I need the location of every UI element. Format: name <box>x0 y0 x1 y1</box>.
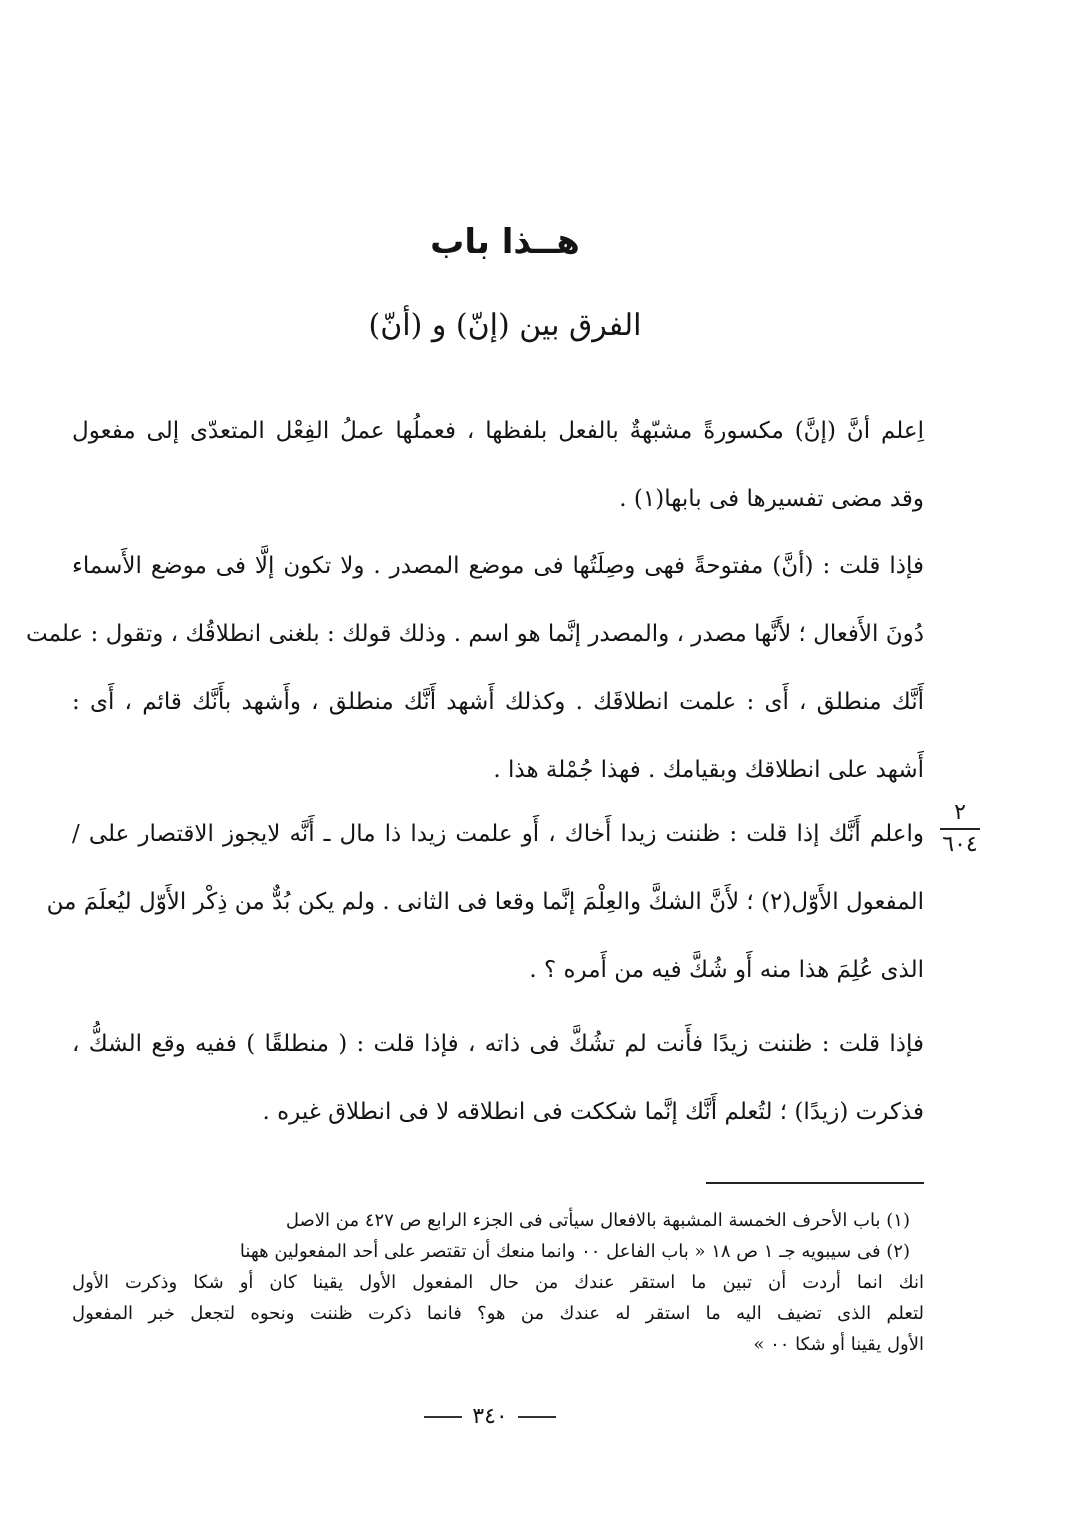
chapter-subtitle: الفرق بين (إنّ) و (أنّ) <box>368 308 642 343</box>
paragraph-4 <box>72 1010 924 1146</box>
margin-volume-number: ٢ <box>940 800 980 830</box>
text-line: فذكرت (زيدًا) ؛ لتُعلم أَنَّك إنَّما شككت فى انطلاقه لا فى انطلاق غيره . <box>262 1099 924 1125</box>
paragraph-2 <box>26 532 924 804</box>
footnote-line: الأول يقينا أو شكا ٠٠ » <box>753 1334 924 1355</box>
text-line: فإذا قلت : ظننت زيدًا فأَنت لم تشُكَّ فى ذاته ، فإذا قلت : ( منطلقًا ) ففيه وقع الشكُّ ، <box>72 1031 924 1057</box>
paragraph-3 <box>46 800 924 1004</box>
footnote-line: (٢) فى سيبويه جـ ١ ص ١٨ « باب الفاعل ٠٠ وانما منعك أن تقتصر على أحد المفعولين ههنا <box>239 1241 910 1262</box>
footnote-line: انك انما أردت أن تبين ما استقر عندك من حال المفعول الأول يقينا كان أو شكا وذكرت الأول <box>72 1272 924 1293</box>
margin-page-reference <box>940 800 980 858</box>
text-line: واعلم أَنَّك إذا قلت : ظننت زيدا أَخاك ، أَو علمت زيدا ذا مال ـ أَنَّه لايجوز الاقتصار على / <box>72 821 924 847</box>
text-line: وقد مضى تفسيرها فى بابها(١) . <box>619 486 924 512</box>
text-line: دُونَ الأَفعال ؛ لأَنَّها مصدر ، والمصدر إنَّما هو اسم . وذلك قولك : بلغنى انطلاقُك ، وتقول : علمت <box>26 621 924 647</box>
footnote-divider <box>706 1182 924 1184</box>
text-line: فإذا قلت : (أنَّ) مفتوحةً فهى وصِلَتُها فى موضع المصدر . ولا تكون إلَّا فى موضع الأَسماء <box>72 553 924 579</box>
text-line: الذى عُلِمَ هذا منه أَو شُكَّ فيه من أَمره ؟ . <box>529 957 924 983</box>
page-number: ٣٤٠ <box>472 1404 508 1429</box>
page-number-footer <box>0 1402 980 1432</box>
text-line: أَشهد على انطلاقك وبقيامك . فهذا جُمْلة هذا . <box>493 757 924 783</box>
footnote-line: (١) باب الأحرف الخمسة المشبهة بالافعال سيأتى فى الجزء الرابع ص ٤٢٧ من الاصل <box>285 1210 910 1231</box>
page-number-dash <box>424 1416 462 1418</box>
text-line: المفعول الأَوّل(٢) ؛ لأَنَّ الشكَّ والعِلْمَ إنَّما وقعا فى الثانى . ولم يكن بُدٌّ من ذِكْر الأَوّل ليُعلَمَ من <box>46 889 924 915</box>
text-line: اِعلم أنَّ (إنَّ) مكسورةً مشبّهةٌ بالفعل بلفظها ، فعملُها عملُ الفِعْل المتعدّى إلى مفعول <box>72 418 924 444</box>
paragraph-1 <box>72 397 924 533</box>
page-number-dash <box>518 1416 556 1418</box>
margin-page-number: ٦٠٤ <box>942 832 978 857</box>
footnotes <box>72 1205 924 1360</box>
footnote-line: لتعلم الذى تضيف اليه ما استقر له عندك من هو؟ فانما ذكرت ظننت ونحوه لتجعل خبر المفعول <box>72 1303 924 1324</box>
text-line: أَنَّك منطلق ، أَى : علمت انطلاقَك . وكذلك أَشهد أَنَّك منطلق ، وأَشهد بأَنَّك قائم ، أَى : <box>72 689 924 715</box>
chapter-title: هــذا باب <box>430 222 580 262</box>
